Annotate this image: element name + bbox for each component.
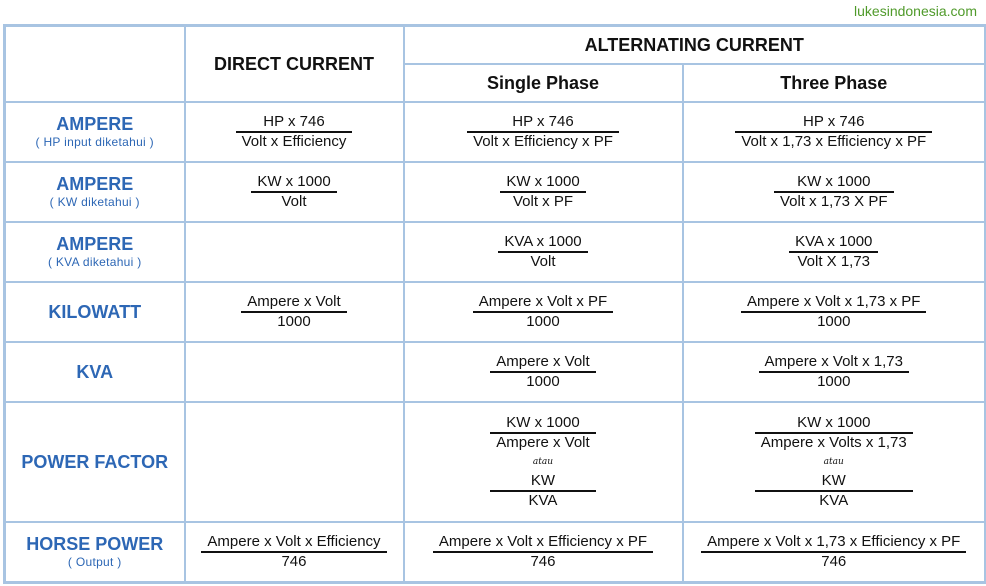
formula-cell-three-phase [683, 522, 986, 583]
denominator: 1000 [526, 313, 560, 330]
formula-cell-dc-empty [185, 402, 404, 522]
formula-cell-dc [185, 162, 404, 222]
fraction [735, 113, 932, 151]
row-ampere-hp [5, 102, 986, 162]
fraction [251, 173, 336, 211]
fraction [755, 414, 913, 452]
denominator: Volt x 1,73 x Efficiency x PF [741, 133, 927, 150]
denominator: 1000 [817, 313, 851, 330]
denominator: 746 [530, 553, 556, 570]
denominator: Volt X 1,73 [797, 253, 871, 270]
row-label-cell [5, 282, 185, 342]
header-three-phase: Three Phase [683, 64, 986, 102]
fraction [433, 533, 653, 571]
row-sublabel: ( HP input diketahui ) [35, 135, 154, 149]
numerator: KW x 1000 [251, 173, 336, 193]
numerator: Ampere x Volt x 1,73 [759, 353, 909, 373]
denominator: 1000 [817, 373, 851, 390]
formula-cell-dc-empty [185, 342, 404, 402]
formula-cell-three-phase [683, 402, 986, 522]
numerator: KW x 1000 [755, 414, 913, 434]
row-ampere-kva [5, 222, 986, 282]
header-row [5, 26, 986, 65]
numerator: Ampere x Volt x 1,73 x PF [741, 293, 926, 313]
formula-cell-three-phase [683, 102, 986, 162]
atau-text: atau [823, 457, 844, 467]
numerator: Ampere x Volt x Efficiency [201, 533, 386, 553]
fraction [467, 113, 619, 151]
formula-cell-dc [185, 102, 404, 162]
denominator: 1000 [526, 373, 560, 390]
fraction [500, 173, 585, 211]
row-power-factor [5, 402, 986, 522]
header-single-phase: Single Phase [404, 64, 683, 102]
numerator: KW [490, 472, 595, 492]
numerator: KW [755, 472, 913, 492]
row-label: POWER FACTOR [21, 452, 169, 472]
denominator: Ampere x Volt [496, 434, 590, 451]
denominator: Volt [281, 193, 307, 210]
power-factor-formulas [755, 414, 913, 510]
formula-cell-three-phase [683, 282, 986, 342]
row-label-cell [5, 162, 185, 222]
numerator: KVA x 1000 [498, 233, 587, 253]
row-sublabel: ( KVA diketahui ) [47, 255, 142, 269]
row-label: KILOWATT [48, 302, 142, 322]
numerator: Ampere x Volt [241, 293, 346, 313]
formula-cell-single-phase [404, 402, 683, 522]
denominator: Volt x Efficiency [241, 133, 347, 150]
fraction [741, 293, 926, 331]
header-alternating-current: ALTERNATING CURRENT [404, 26, 986, 65]
watermark-text: lukesindonesia.com [854, 3, 977, 19]
formula-cell-single-phase [404, 102, 683, 162]
formula-cell-dc-empty [185, 222, 404, 282]
numerator: HP x 746 [467, 113, 619, 133]
row-kilowatt [5, 282, 986, 342]
numerator: HP x 746 [236, 113, 353, 133]
fraction [490, 414, 595, 452]
denominator: 1000 [277, 313, 311, 330]
fraction [701, 533, 966, 571]
fraction [201, 533, 386, 571]
formula-table [3, 24, 986, 584]
power-factor-formulas [490, 414, 595, 510]
formula-cell-single-phase [404, 342, 683, 402]
row-label: KVA [76, 362, 114, 382]
fraction [490, 353, 595, 391]
numerator: KW x 1000 [500, 173, 585, 193]
row-label-cell [5, 222, 185, 282]
fraction [473, 293, 613, 331]
fraction-alt [755, 472, 913, 510]
fraction [759, 353, 909, 391]
numerator: Ampere x Volt x Efficiency x PF [433, 533, 653, 553]
fraction [241, 293, 346, 331]
formula-cell-three-phase [683, 162, 986, 222]
fraction-alt [490, 472, 595, 510]
denominator: 746 [281, 553, 307, 570]
formula-cell-three-phase [683, 342, 986, 402]
numerator: KW x 1000 [774, 173, 894, 193]
row-kva [5, 342, 986, 402]
denominator: Volt x 1,73 X PF [779, 193, 888, 210]
numerator: KW x 1000 [490, 414, 595, 434]
formula-cell-single-phase [404, 522, 683, 583]
formula-cell-dc [185, 522, 404, 583]
row-horse-power [5, 522, 986, 583]
denominator: KVA [528, 492, 558, 509]
fraction [774, 173, 894, 211]
row-label-cell [5, 342, 185, 402]
fraction [236, 113, 353, 151]
denominator: 746 [821, 553, 847, 570]
denominator: Volt [530, 253, 556, 270]
row-label-cell [5, 102, 185, 162]
formula-cell-single-phase [404, 162, 683, 222]
denominator: Volt x PF [512, 193, 574, 210]
row-label: AMPERE [56, 114, 134, 134]
numerator: HP x 746 [735, 113, 932, 133]
numerator: Ampere x Volt x PF [473, 293, 613, 313]
row-label: HORSE POWER [26, 534, 164, 554]
numerator: KVA x 1000 [789, 233, 878, 253]
numerator: Ampere x Volt x 1,73 x Efficiency x PF [701, 533, 966, 553]
formula-cell-single-phase [404, 282, 683, 342]
numerator: Ampere x Volt [490, 353, 595, 373]
row-ampere-kw [5, 162, 986, 222]
row-label: AMPERE [56, 174, 134, 194]
denominator: KVA [819, 492, 849, 509]
fraction [789, 233, 878, 271]
fraction [498, 233, 587, 271]
denominator: Volt x Efficiency x PF [473, 133, 613, 150]
formula-cell-dc [185, 282, 404, 342]
row-label: AMPERE [56, 234, 134, 254]
row-label-cell [5, 402, 185, 522]
denominator: Ampere x Volts x 1,73 [760, 434, 907, 451]
header-direct-current: DIRECT CURRENT [185, 26, 404, 103]
row-sublabel: ( Output ) [67, 555, 122, 569]
corner-cell [5, 26, 185, 103]
atau-text: atau [532, 457, 554, 467]
row-sublabel: ( KW diketahui ) [49, 195, 140, 209]
formula-cell-three-phase [683, 222, 986, 282]
formula-cell-single-phase [404, 222, 683, 282]
row-label-cell [5, 522, 185, 583]
